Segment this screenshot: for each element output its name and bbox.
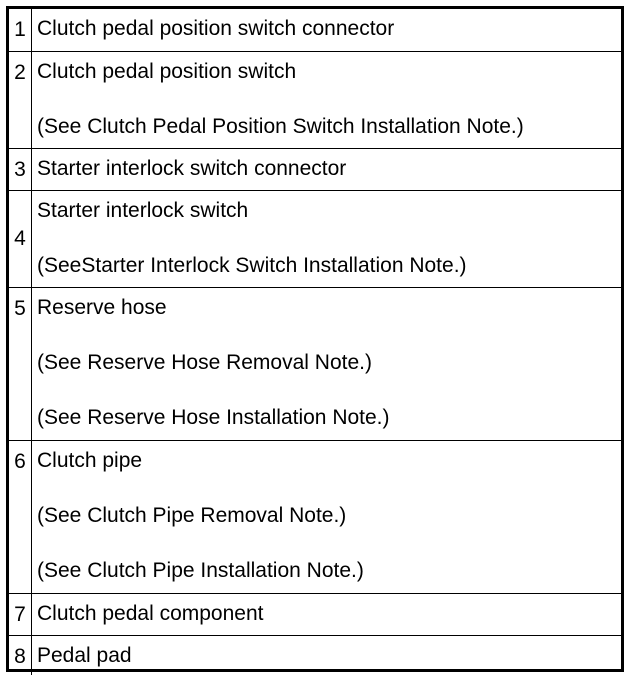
- row-description: [32, 635, 622, 675]
- row-number: 4: [9, 190, 32, 287]
- table-row: [9, 287, 621, 440]
- row-number: 5: [9, 287, 32, 440]
- description-line: Clutch pedal component: [37, 601, 264, 625]
- row-description: [32, 9, 622, 51]
- description-line: Pedal pad: [37, 643, 132, 667]
- description-line: Clutch pipe: [37, 448, 143, 472]
- row-number: 3: [9, 148, 32, 190]
- row-description: [32, 148, 622, 190]
- table-row: [9, 148, 621, 190]
- parts-table: [9, 9, 621, 675]
- description-line: (See Clutch Pedal Position Switch Installation Note.): [37, 114, 524, 138]
- description-line: Clutch pedal position switch connector: [37, 17, 395, 40]
- table-row: [9, 9, 621, 51]
- description-line: Starter interlock switch connector: [37, 156, 347, 180]
- description-line: Starter interlock switch: [37, 198, 249, 222]
- table-row: [9, 635, 621, 675]
- table-row: [9, 51, 621, 148]
- description-line: (SeeStarter Interlock Switch Installation Note.): [37, 253, 467, 277]
- row-description: [32, 593, 622, 635]
- table-row: [9, 190, 621, 287]
- description-line: Reserve hose: [37, 295, 167, 319]
- description-line: (See Reserve Hose Removal Note.): [37, 350, 372, 374]
- table-row: [9, 593, 621, 635]
- description-line: (See Reserve Hose Installation Note.): [37, 405, 390, 429]
- row-description: [32, 287, 622, 440]
- row-description: [32, 51, 622, 148]
- row-number: 7: [9, 593, 32, 635]
- table-row: [9, 440, 621, 593]
- description-line: Clutch pedal position switch: [37, 59, 297, 83]
- row-number: 2: [9, 51, 32, 148]
- row-description: [32, 440, 622, 593]
- parts-table-frame: [6, 6, 624, 672]
- row-description: [32, 190, 622, 287]
- row-number: 8: [9, 635, 32, 675]
- row-number: 1: [9, 9, 32, 51]
- description-line: (See Clutch Pipe Removal Note.): [37, 503, 347, 527]
- description-line: (See Clutch Pipe Installation Note.): [37, 558, 364, 582]
- row-number: 6: [9, 440, 32, 593]
